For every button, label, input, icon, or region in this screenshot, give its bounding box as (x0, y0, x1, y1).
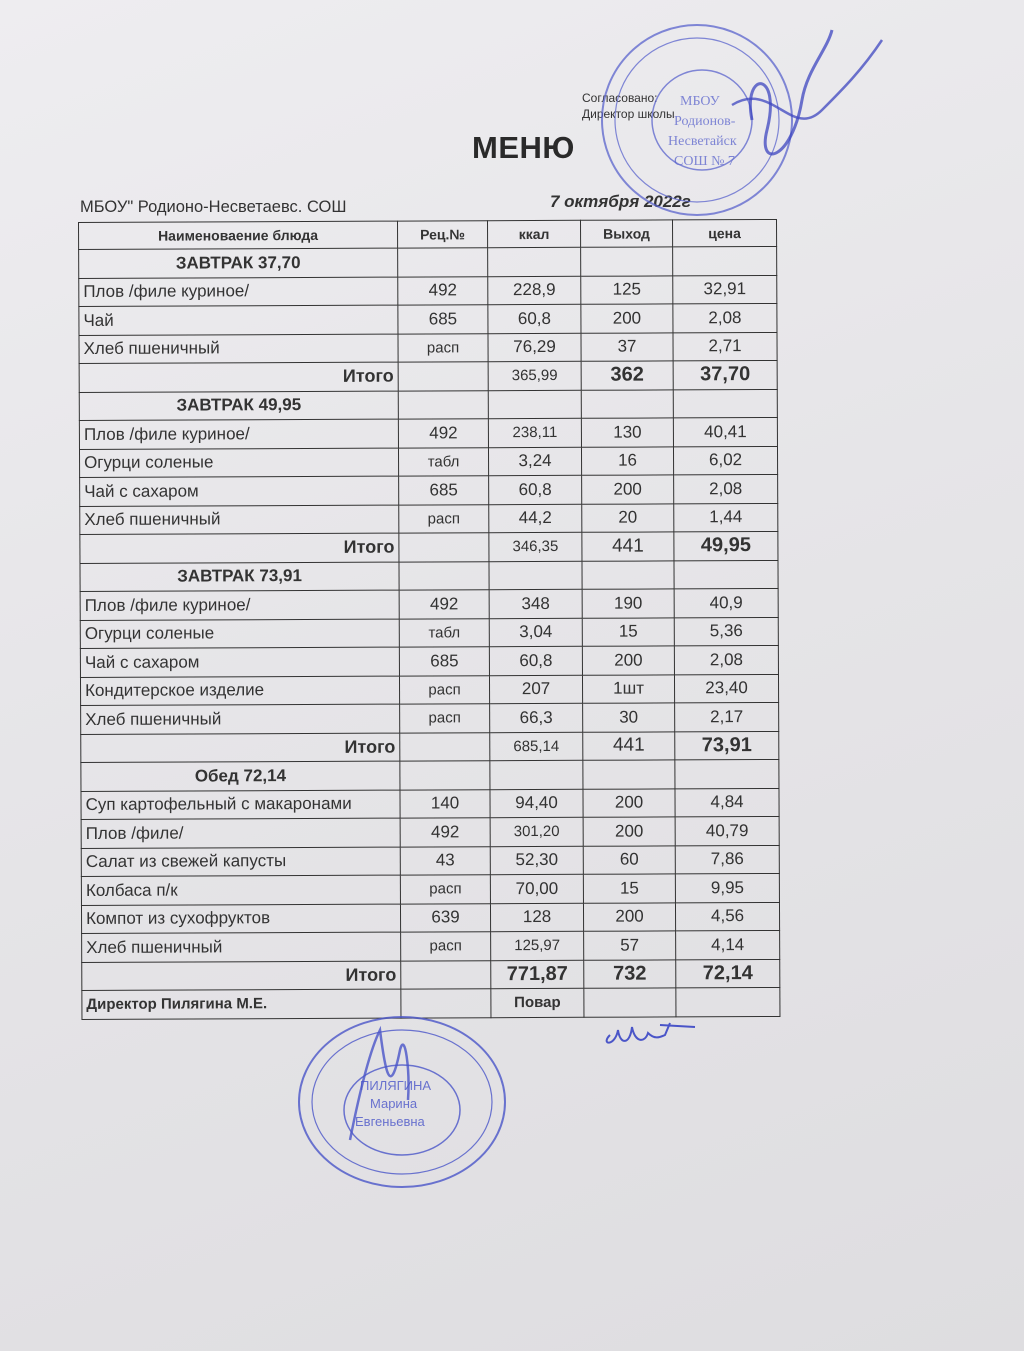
total-price: 49,95 (674, 531, 778, 560)
kcal-value: 44,2 (489, 504, 582, 533)
kcal-value: 52,30 (490, 846, 583, 875)
total-label: Итого (80, 533, 399, 563)
entrepreneur-stamp (290, 1010, 530, 1190)
kcal-value: 3,24 (488, 447, 581, 476)
yield-value: 15 (582, 617, 674, 646)
empty-cell (488, 390, 581, 419)
dish-name: Хлеб пшеничный (81, 704, 400, 734)
table-row (82, 930, 780, 962)
total-label: Итого (82, 961, 401, 991)
recipe-number: 685 (399, 476, 489, 505)
svg-text:СОШ № 7: СОШ № 7 (674, 154, 735, 169)
table-row (80, 617, 778, 649)
table-row (79, 417, 777, 449)
approval-note (582, 90, 675, 122)
empty-cell (673, 246, 777, 275)
dish-name: Хлеб пшеничный (80, 505, 399, 535)
kcal-value: 94,40 (490, 789, 583, 818)
price-value: 2,08 (673, 303, 777, 332)
recipe-number: 43 (400, 846, 490, 875)
total-row (81, 731, 779, 763)
kcal-value: 128 (490, 903, 583, 932)
empty-cell (398, 390, 488, 419)
signature-row (82, 987, 780, 1019)
recipe-number: 492 (398, 419, 488, 448)
column-header-name: Наименоваение блюда (79, 221, 398, 249)
price-value: 40,79 (675, 816, 779, 845)
total-kcal: 346,35 (489, 532, 582, 561)
kcal-value: 348 (489, 589, 582, 618)
table-row (81, 816, 779, 848)
empty-cell (583, 760, 675, 789)
empty-cell (673, 389, 777, 418)
total-price: 37,70 (673, 360, 777, 389)
yield-value: 37 (581, 332, 673, 361)
price-value: 32,91 (673, 275, 777, 304)
recipe-number: расп (400, 875, 490, 904)
dish-name: Хлеб пшеничный (79, 334, 398, 364)
total-kcal: 771,87 (491, 960, 584, 989)
dish-name: Кондитерское изделие (80, 676, 399, 706)
recipe-number: 492 (399, 590, 489, 619)
dish-name: Колбаса п/к (81, 875, 400, 905)
empty-cell (400, 761, 490, 790)
cook-signature-cell (584, 988, 676, 1017)
kcal-value: 3,04 (489, 618, 582, 647)
recipe-number: расп (399, 675, 489, 704)
dish-name: Компот из сухофруктов (81, 904, 400, 934)
price-value: 9,95 (675, 873, 779, 902)
table-row (81, 788, 779, 820)
table-row (80, 674, 778, 706)
column-header-yield: Выход (580, 220, 672, 247)
total-yield: 732 (584, 959, 676, 988)
total-yield: 441 (582, 532, 674, 561)
recipe-number: 492 (400, 818, 490, 847)
yield-value: 200 (581, 304, 673, 333)
total-price: 72,14 (676, 959, 780, 988)
yield-value: 15 (583, 874, 675, 903)
kcal-value: 66,3 (490, 703, 583, 732)
empty-cell (581, 247, 673, 276)
price-value: 40,9 (674, 588, 778, 617)
total-label: Итого (79, 362, 398, 392)
table-row (81, 873, 779, 905)
approval-signer: Директор школы (582, 107, 675, 121)
price-value: 4,84 (675, 788, 779, 817)
cook-signature (600, 1015, 700, 1050)
yield-value: 200 (582, 475, 674, 504)
empty-cell (676, 987, 780, 1016)
section-header-row (79, 246, 777, 278)
dish-name: Огурци соленые (79, 448, 398, 478)
kcal-value: 301,20 (490, 817, 583, 846)
school-name: МБОУ" Родионо-Несветаевс. СОШ (80, 198, 347, 216)
table-row (79, 303, 777, 335)
yield-value: 60 (583, 845, 675, 874)
recipe-number: 639 (400, 903, 490, 932)
dish-name: Огурци соленые (80, 619, 399, 649)
price-value: 23,40 (674, 674, 778, 703)
kcal-value: 238,11 (488, 418, 581, 447)
yield-value: 1шт (582, 674, 674, 703)
column-header-price: цена (672, 219, 776, 246)
empty-cell (489, 561, 582, 590)
kcal-value: 76,29 (488, 333, 581, 362)
recipe-number: 492 (398, 276, 488, 305)
kcal-value: 70,00 (490, 874, 583, 903)
yield-value: 200 (582, 646, 674, 675)
dish-name: Плов /филе куриное/ (80, 590, 399, 620)
price-value: 1,44 (674, 503, 778, 532)
section-title: Обед 72,14 (81, 761, 400, 791)
svg-text:ПИЛЯГИНА: ПИЛЯГИНА (360, 1078, 432, 1093)
empty-cell (398, 362, 488, 391)
price-value: 6,02 (673, 446, 777, 475)
menu-date: 7 октября 2022г (550, 192, 691, 211)
svg-text:Несветайск: Несветайск (668, 134, 737, 149)
kcal-value: 60,8 (489, 475, 582, 504)
kcal-value: 125,97 (491, 931, 584, 960)
yield-value: 130 (581, 418, 673, 447)
svg-text:Родионов-: Родионов- (674, 114, 736, 129)
empty-cell (488, 247, 581, 276)
yield-value: 190 (582, 589, 674, 618)
empty-cell (399, 561, 489, 590)
recipe-number: 685 (398, 305, 488, 334)
section-header-row (79, 389, 777, 421)
empty-cell (490, 760, 583, 789)
column-header-kcal: ккал (487, 220, 580, 247)
yield-value: 57 (584, 931, 676, 960)
total-yield: 362 (581, 361, 673, 390)
empty-cell (401, 960, 491, 989)
section-title: ЗАВТРАК 37,70 (79, 248, 398, 278)
yield-value: 20 (582, 503, 674, 532)
svg-text:МБОУ: МБОУ (680, 94, 720, 109)
total-row (80, 531, 778, 563)
price-value: 40,41 (673, 417, 777, 446)
empty-cell (401, 989, 491, 1018)
recipe-number: расп (399, 504, 489, 533)
table-header-row (79, 219, 777, 249)
section-title: ЗАВТРАК 73,91 (80, 562, 399, 592)
total-row (79, 360, 777, 392)
recipe-number: расп (398, 333, 488, 362)
empty-cell (582, 560, 674, 589)
empty-cell (581, 389, 673, 418)
kcal-value: 60,8 (489, 646, 582, 675)
section-header-row (80, 560, 778, 592)
yield-value: 16 (581, 446, 673, 475)
kcal-value: 207 (489, 675, 582, 704)
yield-value: 125 (581, 275, 673, 304)
column-header-recipe: Рец.№ (397, 221, 487, 248)
section-title: ЗАВТРАК 49,95 (79, 391, 398, 421)
yield-value: 200 (583, 788, 675, 817)
price-value: 7,86 (675, 845, 779, 874)
director-signature-label: Директор Пилягина М.Е. (82, 989, 401, 1019)
empty-cell (399, 533, 489, 562)
total-kcal: 685,14 (490, 732, 583, 761)
table-row (81, 845, 779, 877)
price-value: 2,08 (674, 645, 778, 674)
total-label: Итого (81, 733, 400, 763)
svg-text:Евгеньевна: Евгеньевна (355, 1114, 425, 1129)
table-row (79, 275, 777, 307)
recipe-number: табл (399, 618, 489, 647)
svg-text:Марина: Марина (370, 1096, 418, 1111)
table-row (80, 588, 778, 620)
dish-name: Суп картофельный с макаронами (81, 790, 400, 820)
total-yield: 441 (583, 731, 675, 760)
dish-name: Чай с сахаром (80, 476, 399, 506)
section-header-row (81, 759, 779, 791)
price-value: 2,17 (675, 702, 779, 731)
dish-name: Плов /филе куриное/ (79, 277, 398, 307)
table-row (80, 503, 778, 535)
table-row (80, 474, 778, 506)
kcal-value: 60,8 (488, 304, 581, 333)
dish-name: Чай (79, 305, 398, 335)
dish-name: Чай с сахаром (80, 647, 399, 677)
approval-label: Согласовано: (582, 91, 658, 105)
price-value: 4,56 (675, 902, 779, 931)
cook-label: Повар (491, 988, 584, 1017)
total-row (82, 959, 780, 991)
dish-name: Плов /филе куриное/ (79, 419, 398, 449)
price-value: 5,36 (674, 617, 778, 646)
yield-value: 200 (583, 817, 675, 846)
empty-cell (674, 560, 778, 589)
kcal-value: 228,9 (488, 276, 581, 305)
price-value: 2,08 (674, 474, 778, 503)
total-price: 73,91 (675, 731, 779, 760)
page-title: МЕНЮ (472, 130, 575, 165)
empty-cell (398, 248, 488, 277)
yield-value: 200 (583, 902, 675, 931)
empty-cell (675, 759, 779, 788)
menu-table (78, 219, 780, 1020)
dish-name: Салат из свежей капусты (81, 847, 400, 877)
yield-value: 30 (583, 703, 675, 732)
price-value: 2,71 (673, 332, 777, 361)
price-value: 4,14 (676, 930, 780, 959)
recipe-number: табл (398, 447, 488, 476)
empty-cell (400, 732, 490, 761)
dish-name: Хлеб пшеничный (82, 932, 401, 962)
table-row (79, 332, 777, 364)
dish-name: Плов /филе/ (81, 818, 400, 848)
recipe-number: 685 (399, 647, 489, 676)
recipe-number: расп (400, 704, 490, 733)
table-row (81, 902, 779, 934)
table-row (80, 645, 778, 677)
recipe-number: расп (401, 932, 491, 961)
total-kcal: 365,99 (488, 361, 581, 390)
table-row (79, 446, 777, 478)
recipe-number: 140 (400, 789, 490, 818)
table-row (81, 702, 779, 734)
